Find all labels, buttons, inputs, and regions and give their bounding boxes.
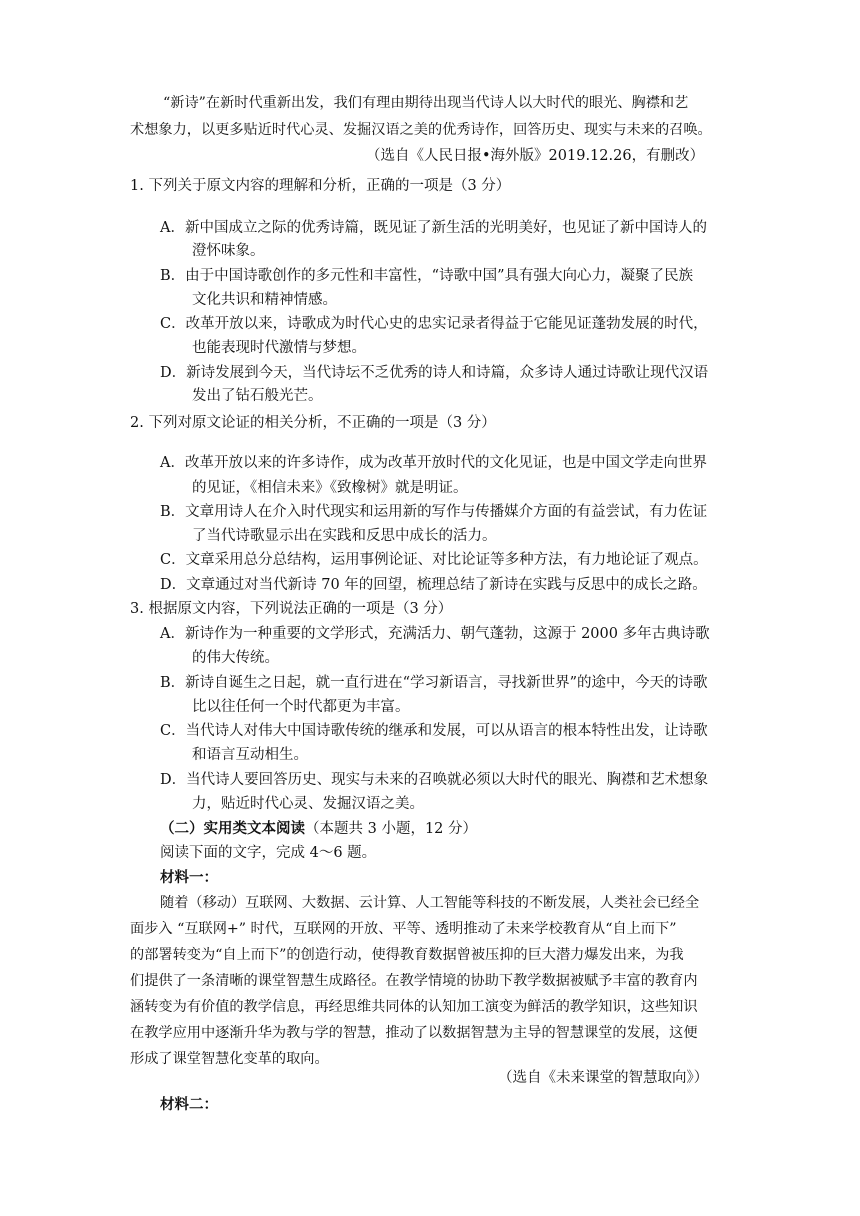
q3-option-c: C．当代诗人对伟大中国诗歌传统的继承和发展，可以从语言的根本特性出发，让诗歌 <box>160 723 708 739</box>
q1-option-a-cont: 澄怀味象。 <box>192 243 265 259</box>
section-instruction: 阅读下面的文字，完成 4～6 题。 <box>160 845 377 861</box>
q3-option-b: B．新诗自诞生之日起，就一直行进在“学习新语言，寻找新世界”的途中，今天的诗歌 <box>160 675 708 691</box>
q1-option-b: B．由于中国诗歌创作的多元性和丰富性，“诗歌中国”具有强大向心力，凝聚了民族 <box>160 268 693 284</box>
q3-option-c-cont: 和语言互动相生。 <box>192 747 308 763</box>
q3-option-b-cont: 比以往任何一个时代都更为丰富。 <box>192 699 410 715</box>
material-1-line: 涵转变为有价值的教学信息，再经思维共同体的认知加工演变为鲜活的教学知识，这些知识 <box>130 999 698 1015</box>
material-1-line: 在教学应用中逐渐升华为教与学的智慧，推动了以数据智慧为主导的智慧课堂的发展，这便 <box>130 1025 698 1041</box>
material-1-line: 形成了课堂智慧化变革的取向。 <box>130 1051 329 1067</box>
q1-option-d-cont: 发出了钻石般光芒。 <box>192 388 323 404</box>
q3-option-d: D．当代诗人要回答历史、现实与未来的召唤就必须以大时代的眼光、胸襟和艺术想象 <box>160 772 709 788</box>
q2-option-b: B．文章用诗人在介入时代现实和运用新的写作与传播媒介方面的有益尝试，有力佐证 <box>160 504 708 520</box>
q1-option-c: C．改革开放以来，诗歌成为时代心史的忠实记录者得益于它能见证蓬勃发展的时代， <box>160 316 708 332</box>
question-3-stem: 3. 根据原文内容，下列说法正确的一项是（3 分） <box>130 601 453 617</box>
material-1-line: 面步入 “互联网+” 时代，互联网的开放、平等、透明推动了未来学校教育从“自上而下” <box>130 921 677 937</box>
material-1-source: （选自《未来课堂的智慧取向》） <box>498 1070 709 1086</box>
material-1-line: 随着（移动）互联网、大数据、云计算、人工智能等科技的不断发展，人类社会已经全 <box>160 895 700 911</box>
q2-option-c: C．文章采用总分总结构，运用事例论证、对比论证等多种方法，有力地论证了观点。 <box>160 552 708 568</box>
q1-option-b-cont: 文化共识和精神情感。 <box>192 292 337 308</box>
material-1-line: 的部署转变为“自上而下”的创造行动，使得教育数据曾被压抑的巨大潜力爆发出来，为我 <box>130 947 684 963</box>
q2-option-a-cont: 的见证，《相信未来》《致橡树》就是明证。 <box>192 480 468 496</box>
q2-option-a: A．改革开放以来的许多诗作，成为改革开放时代的文化见证，也是中国文学走向世界 <box>160 455 707 471</box>
passage-source: （选自《人民日报•海外版》2019.12.26，有删改） <box>366 148 705 164</box>
section-note: （本题共 3 小题，12 分） <box>305 821 478 837</box>
passage-line: 术想象力，以更多贴近时代心灵、发掘汉语之美的优秀诗作，回答历史、现实与未来的召唤。 <box>130 122 712 138</box>
q1-option-a: A．新中国成立之际的优秀诗篇，既见证了新生活的光明美好，也见证了新中国诗人的 <box>160 220 707 236</box>
section-heading <box>160 819 477 839</box>
question-1-stem: 1. 下列关于原文内容的理解和分析，正确的一项是（3 分） <box>130 178 511 194</box>
q3-option-a: A．新诗作为一种重要的文学形式，充满活力、朝气蓬勃，这源于 2000 多年古典诗歌 <box>160 626 710 642</box>
material-1-line: 们提供了一条清晰的课堂智慧生成路径。在教学情境的协助下教学数据被赋予丰富的教育内 <box>130 973 698 989</box>
q2-option-d: D．文章通过对当代新诗 70 年的回望，梳理总结了新诗在实践与反思中的成长之路。 <box>160 577 707 593</box>
material-1-label: 材料一： <box>160 869 218 886</box>
question-2-stem: 2. 下列对原文论证的相关分析，不正确的一项是（3 分） <box>130 415 496 431</box>
q3-option-d-cont: 力，贴近时代心灵、发掘汉语之美。 <box>192 796 424 812</box>
section-title: （二）实用类文本阅读 <box>160 820 305 837</box>
q1-option-c-cont: 也能表现时代激情与梦想。 <box>192 340 366 356</box>
material-2-label: 材料二： <box>160 1096 218 1113</box>
q3-option-a-cont: 的伟大传统。 <box>192 650 279 666</box>
passage-line: “新诗”在新时代重新出发，我们有理由期待出现当代诗人以大时代的眼光、胸襟和艺 <box>163 95 689 111</box>
q1-option-d: D．新诗发展到今天，当代诗坛不乏优秀的诗人和诗篇，众多诗人通过诗歌让现代汉语 <box>160 365 709 381</box>
q2-option-b-cont: 了当代诗歌显示出在实践和反思中成长的活力。 <box>192 528 497 544</box>
